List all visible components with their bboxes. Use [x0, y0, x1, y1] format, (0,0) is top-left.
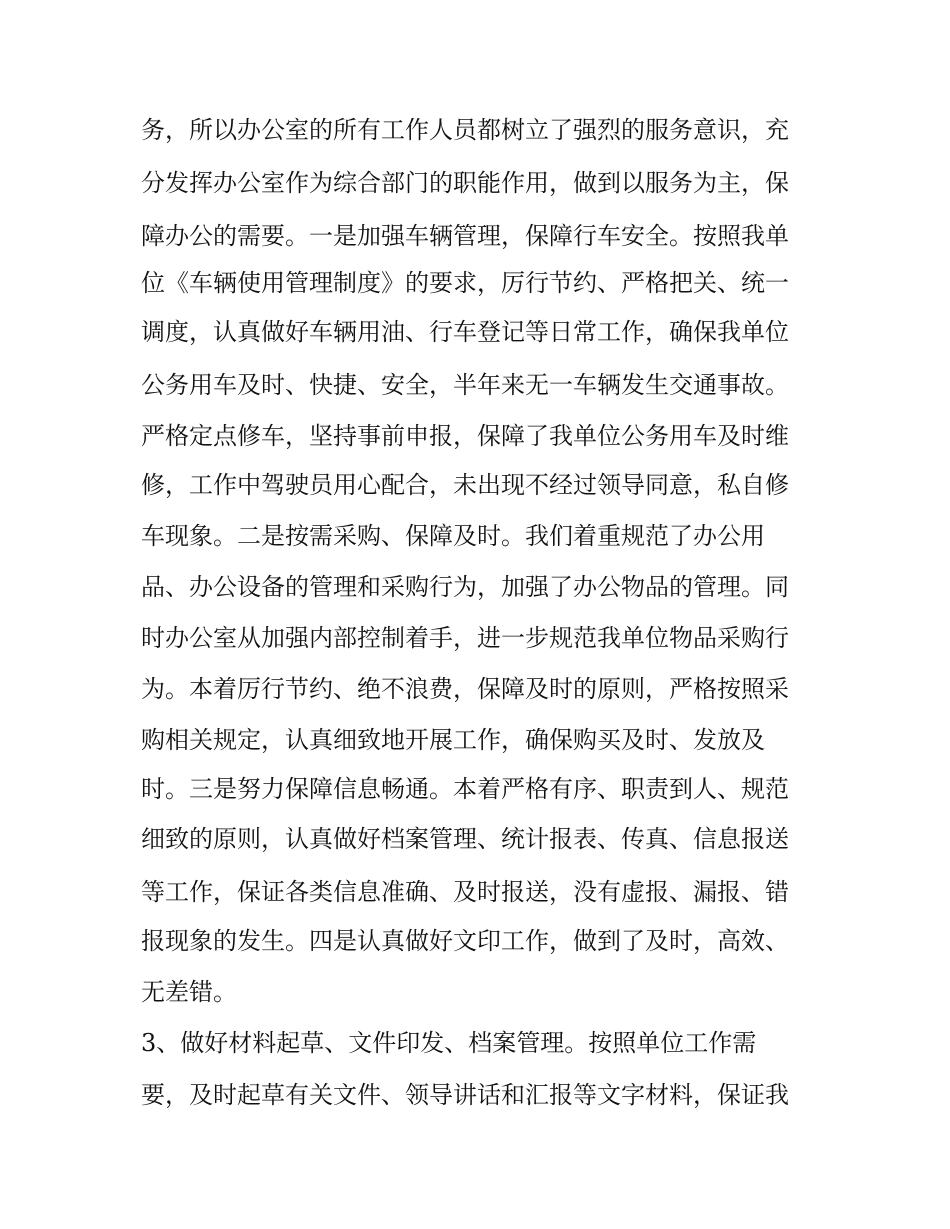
text-line: 时办公室从加强内部控制着手，进一步规范我单位物品采购行 [141, 624, 789, 652]
text-line: 要，及时起草有关文件、领导讲话和汇报等文字材料，保证我 [141, 1081, 789, 1109]
text-line: 障办公的需要。一是加强车辆管理，保障行车安全。按照我单 [141, 222, 789, 250]
text-line: 等工作，保证各类信息准确、及时报送，没有虚报、漏报、错 [141, 878, 789, 906]
text-line: 购相关规定，认真细致地开展工作，确保购买及时、发放及 [141, 726, 765, 754]
text-line: 时。三是努力保障信息畅通。本着严格有序、职责到人、规范 [141, 775, 789, 803]
text-line: 严格定点修车，坚持事前申报，保障了我单位公务用车及时维 [141, 422, 789, 450]
text-line: 公务用车及时、快捷、安全，半年来无一车辆发生交通事故。 [141, 371, 789, 399]
text-line: 为。本着厉行节约、绝不浪费，保障及时的原则，严格按照采 [141, 675, 789, 703]
text-line: 报现象的发生。四是认真做好文印工作，做到了及时，高效、 [141, 927, 789, 955]
text-line: 务，所以办公室的所有工作人员都树立了强烈的服务意识，充 [141, 116, 789, 144]
text-line: 修，工作中驾驶员用心配合，未出现不经过领导同意，私自修 [141, 471, 789, 499]
text-line: 位《车辆使用管理制度》的要求，厉行节约、严格把关、统一 [141, 269, 789, 297]
text-line: 分发挥办公室作为综合部门的职能作用，做到以服务为主，保 [141, 169, 789, 197]
text-line: 品、办公设备的管理和采购行为，加强了办公物品的管理。同 [141, 573, 789, 601]
text-line: 细致的原则，认真做好档案管理、统计报表、传真、信息报送 [141, 825, 789, 853]
text-line: 无差错。 [141, 978, 237, 1006]
text-line: 调度，认真做好车辆用油、行车登记等日常工作，确保我单位 [141, 318, 789, 346]
text-line: 车现象。二是按需采购、保障及时。我们着重规范了办公用 [141, 522, 765, 550]
text-line: 3、做好材料起草、文件印发、档案管理。按照单位工作需 [141, 1029, 757, 1057]
